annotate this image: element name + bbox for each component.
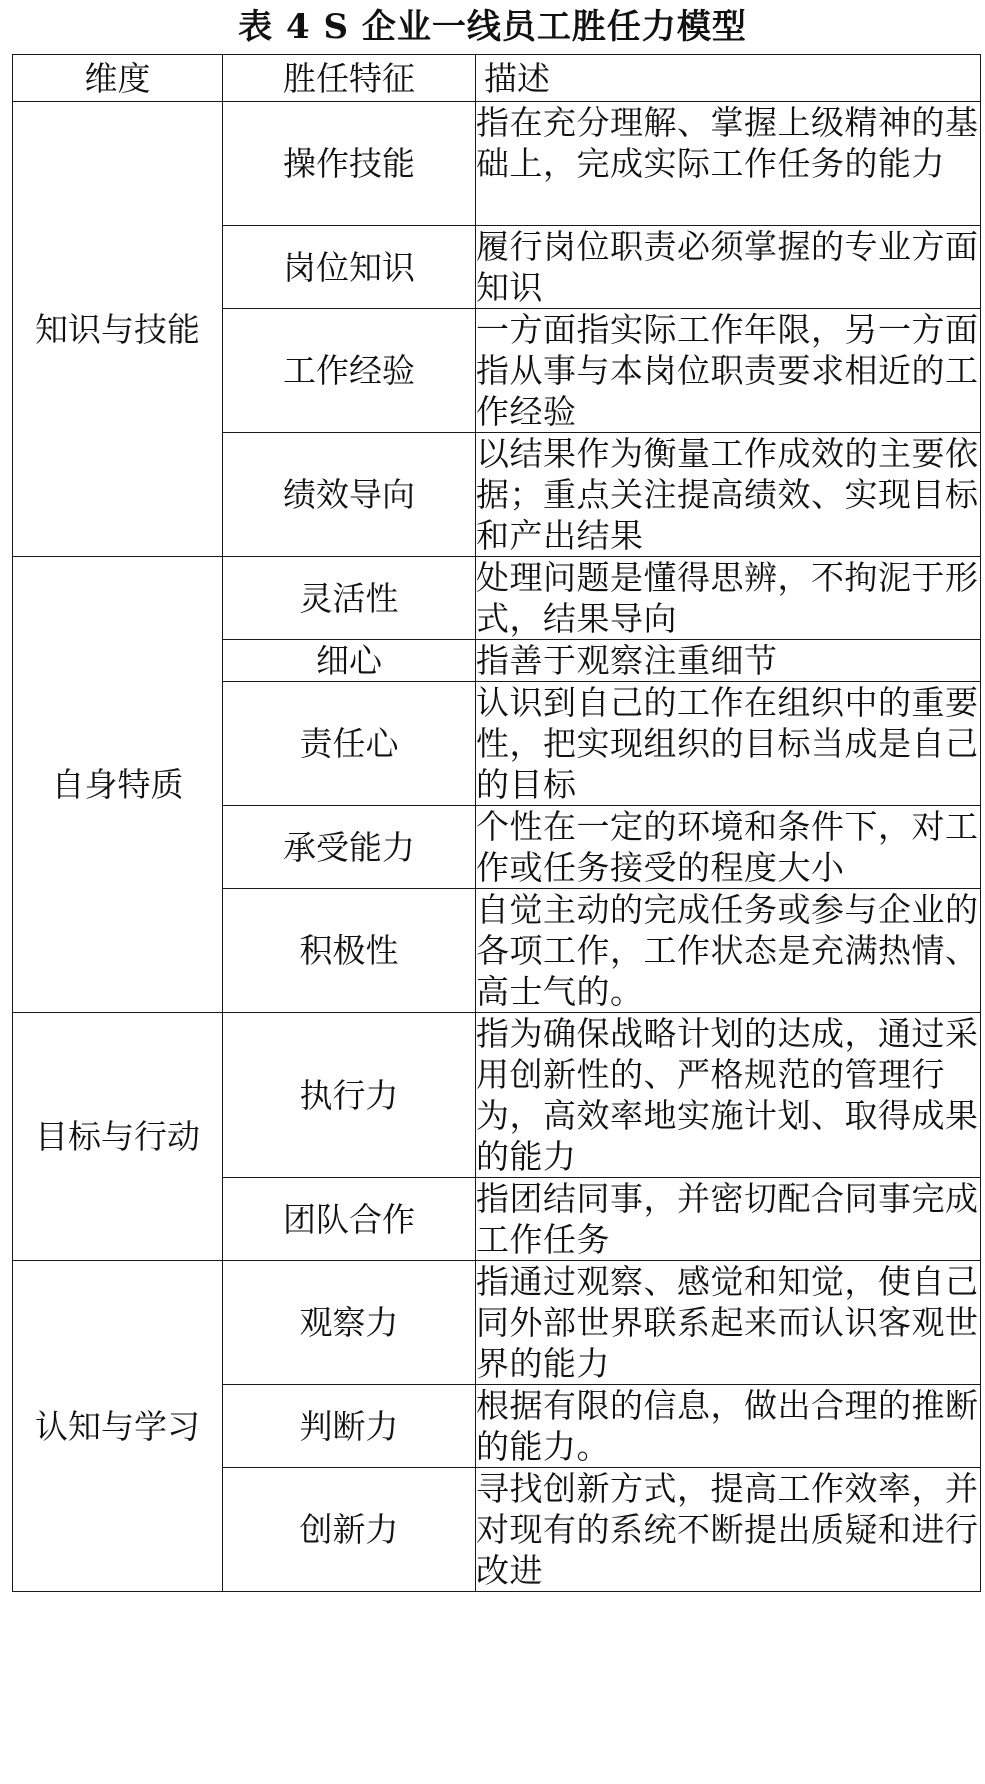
description-cell: 履行岗位职责必须掌握的专业方面知识	[476, 227, 979, 307]
description-cell: 指团结同事，并密切配合同事完成工作任务	[476, 1179, 979, 1259]
description-cell: 认识到自己的工作在组织中的重要性，把实现组织的目标当成是自己的目标	[476, 683, 979, 804]
feature-cell: 操作技能	[223, 102, 476, 226]
header-description: 描述	[476, 55, 981, 102]
feature-cell: 观察力	[223, 1261, 476, 1385]
table-header-row	[13, 55, 981, 102]
description-cell: 指在充分理解、掌握上级精神的基础上，完成实际工作任务的能力	[476, 102, 981, 226]
feature-cell: 判断力	[223, 1385, 476, 1468]
feature-cell: 岗位知识	[223, 226, 476, 309]
description-cell: 指通过观察、感觉和知觉，使自己同外部世界联系起来而认识客观世界的能力	[476, 1262, 979, 1383]
table-title: 表 4 S 企业一线员工胜任力模型	[238, 7, 747, 47]
description-cell: 处理问题是懂得思辨，不拘泥于形式，结果导向	[476, 558, 979, 638]
feature-cell: 承受能力	[223, 806, 476, 889]
dimension-cell: 认知与学习	[13, 1261, 223, 1592]
description-cell: 根据有限的信息，做出合理的推断的能力。	[476, 1386, 979, 1466]
feature-cell: 创新力	[223, 1468, 476, 1592]
description-cell: 自觉主动的完成任务或参与企业的各项工作，工作状态是充满热情、高士气的。	[476, 890, 979, 1011]
table-row	[13, 102, 981, 226]
dimension-cell: 自身特质	[13, 557, 223, 1013]
table-body	[13, 102, 981, 1592]
table-row	[13, 1261, 981, 1385]
description-cell: 以结果作为衡量工作成效的主要依据；重点关注提高绩效、实现目标和产出结果	[476, 434, 979, 555]
description-cell: 一方面指实际工作年限，另一方面指从事与本岗位职责要求相近的工作经验	[476, 310, 979, 431]
table-row	[13, 557, 981, 640]
competency-model-table	[12, 54, 981, 1592]
description-cell: 寻找创新方式，提高工作效率，并对现有的系统不断提出质疑和进行改进	[476, 1469, 979, 1590]
feature-cell: 执行力	[223, 1013, 476, 1178]
feature-cell: 责任心	[223, 682, 476, 806]
feature-cell: 工作经验	[223, 309, 476, 433]
feature-cell: 绩效导向	[223, 433, 476, 557]
feature-cell: 灵活性	[223, 557, 476, 640]
description-cell: 指为确保战略计划的达成，通过采用创新性的、严格规范的管理行为，高效率地实施计划、取得成果的能力	[476, 1014, 979, 1176]
description-cell: 个性在一定的环境和条件下，对工作或任务接受的程度大小	[476, 807, 979, 887]
table-row	[13, 1013, 981, 1178]
header-dimension: 维度	[13, 55, 223, 102]
feature-cell: 团队合作	[223, 1178, 476, 1261]
header-feature: 胜任特征	[223, 55, 476, 102]
description-cell: 指善于观察注重细节	[476, 640, 981, 682]
feature-cell: 积极性	[223, 889, 476, 1013]
dimension-cell: 目标与行动	[13, 1013, 223, 1261]
dimension-cell: 知识与技能	[13, 102, 223, 557]
feature-cell: 细心	[223, 640, 476, 682]
